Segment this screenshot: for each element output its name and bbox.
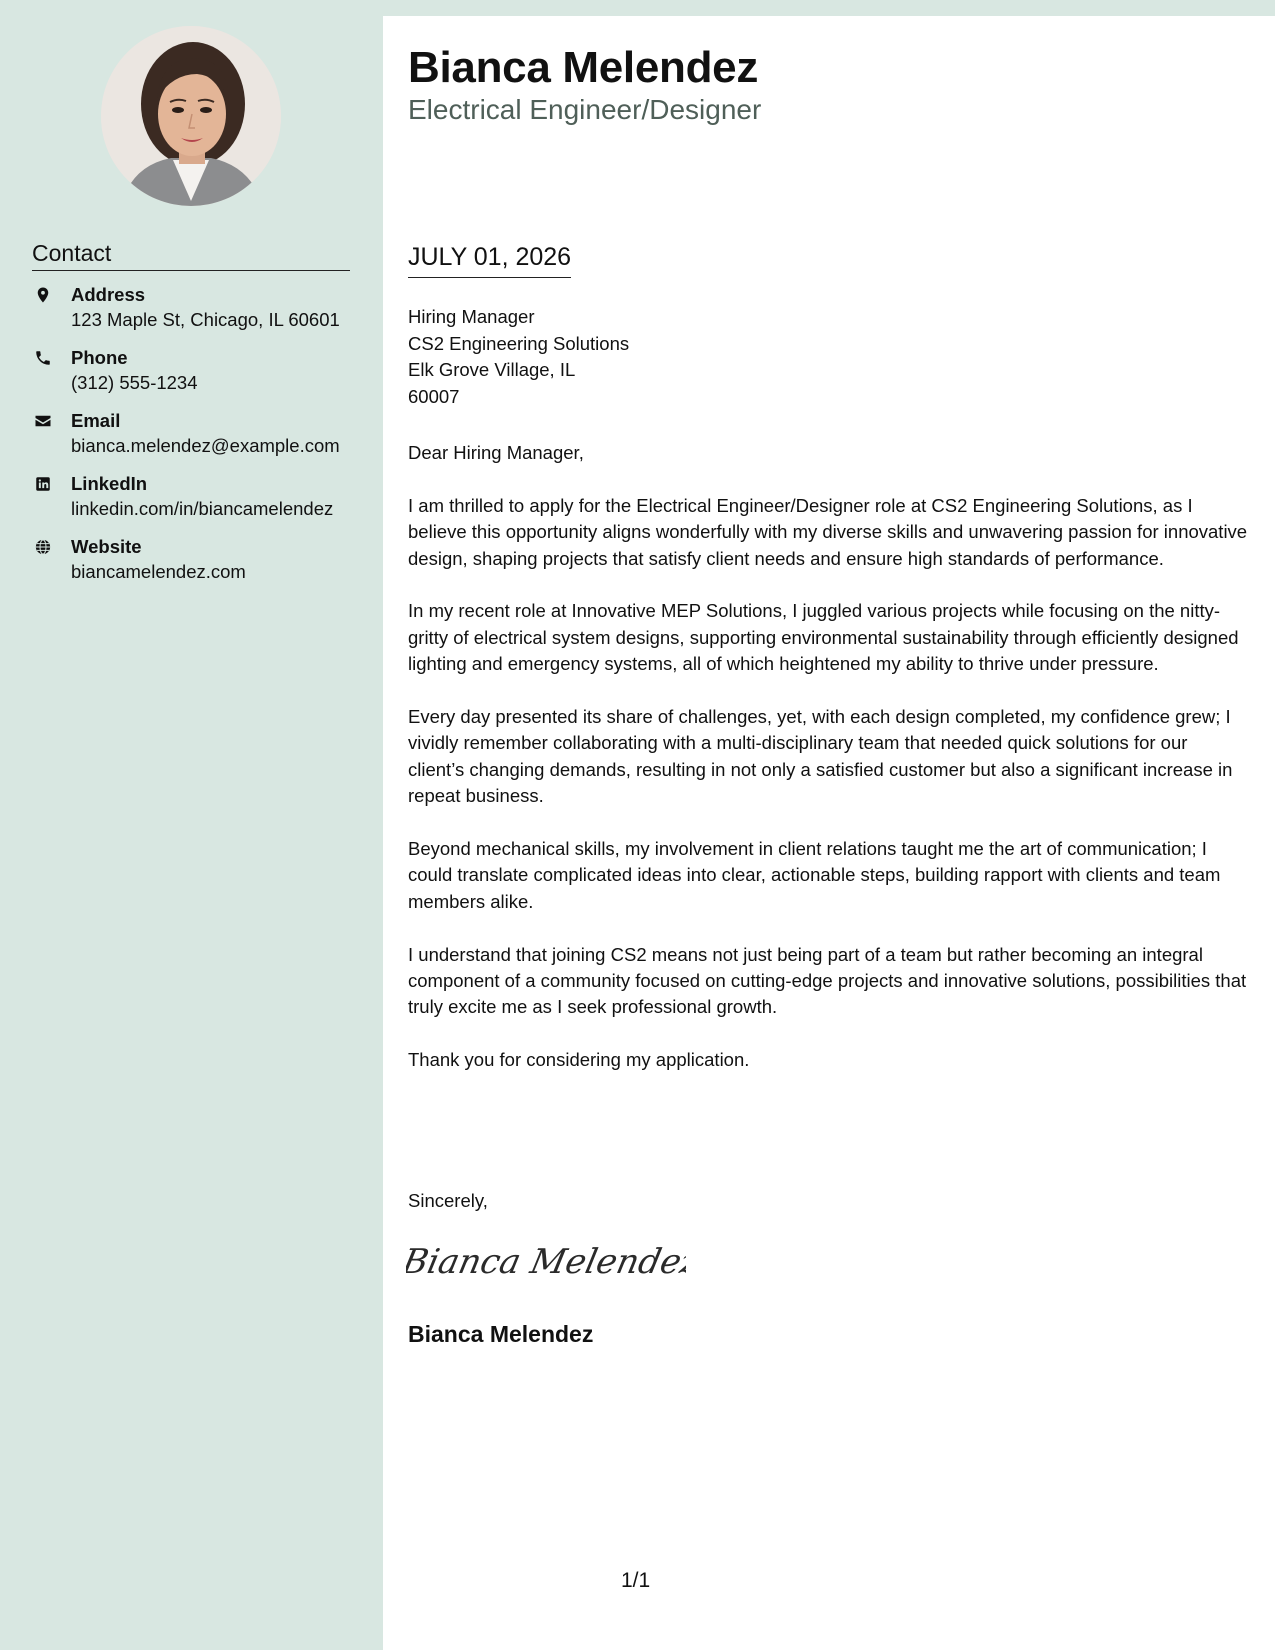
svg-text:Bianca Melendez: Bianca Melendez [406, 1242, 686, 1282]
contact-value: linkedin.com/in/biancamelendez [71, 498, 334, 519]
letter-body [408, 440, 1248, 1100]
recipient-line: Hiring Manager [408, 306, 535, 327]
applicant-role: Electrical Engineer/Designer [408, 94, 762, 125]
contact-list [32, 284, 362, 599]
contact-value: biancamelendez.com [71, 561, 246, 582]
contact-item-address [32, 284, 362, 347]
contact-label: Phone [71, 347, 128, 368]
letter-paragraph: Every day presented its share of challenges, yet, with each design completed, my confidence grew; I vividly remember collaborating with a multi-disciplinary team that needed quick solutions for our client’s changing demands, resulting in not only a satisfied customer but also a significant increase in repeat business. [408, 706, 1233, 807]
closing: Sincerely, [408, 1190, 488, 1211]
contact-label: Website [71, 536, 142, 557]
globe-icon [34, 538, 52, 558]
contact-item-website [32, 536, 362, 599]
contact-label: LinkedIn [71, 473, 148, 494]
contact-item-email [32, 410, 362, 473]
contact-value: (312) 555-1234 [71, 372, 198, 393]
contact-value: bianca.melendez@example.com [71, 435, 340, 456]
contact-item-linkedin [32, 473, 362, 536]
contact-label: Email [71, 410, 121, 431]
profile-photo [101, 26, 281, 206]
page-number: 1/1 [621, 1569, 651, 1592]
contact-value: 123 Maple St, Chicago, IL 60601 [71, 309, 340, 330]
recipient-line: CS2 Engineering Solutions [408, 332, 630, 354]
phone-icon [34, 349, 52, 369]
sidebar [0, 0, 383, 1650]
letter-paragraph: I am thrilled to apply for the Electrical Engineer/Designer role at CS2 Engineering Solutions, as I believe this opportunity aligns wonderfully with my diverse skills and unwavering passion for innovative design, shaping projects that satisfy client needs and ensure high standards of performance. [408, 494, 1248, 569]
linkedin-icon [34, 475, 52, 495]
contact-label: Address [71, 284, 146, 305]
salutation: Dear Hiring Manager, [408, 442, 584, 463]
recipient-line: Elk Grove Village, IL [408, 359, 576, 380]
letter-main [383, 16, 1275, 1650]
recipient-block [408, 304, 629, 410]
contact-item-phone [32, 347, 362, 410]
letter-paragraph: Beyond mechanical skills, my involvement in client relations taught me the art of communication; I could translate complicated ideas into clear, actionable steps, building rapport with clients and team members alike. [408, 838, 1221, 912]
map-pin-icon [34, 286, 52, 306]
applicant-name: Bianca Melendez [408, 43, 759, 92]
letter-date: JULY 01, 2026 [408, 243, 571, 278]
signer-name: Bianca Melendez [408, 1321, 594, 1347]
envelope-icon [34, 412, 52, 432]
signature [406, 1229, 686, 1289]
recipient-line: 60007 [408, 385, 460, 407]
letter-paragraph: In my recent role at Innovative MEP Solutions, I juggled various projects while focusing on the nitty-gritty of electrical system designs, supporting environmental sustainability through efficiently designed lighting and emergency systems, all of which heightened my ability to thrive under pressure. [408, 600, 1239, 675]
contact-heading: Contact [32, 240, 350, 271]
letter-paragraph: I understand that joining CS2 means not just being part of a team but rather becoming an integral component of a community focused on cutting-edge projects and innovative solutions, possibilities that truly excite me as I seek professional growth. [408, 943, 1247, 1018]
letter-paragraph: Thank you for considering my application. [408, 1049, 750, 1071]
